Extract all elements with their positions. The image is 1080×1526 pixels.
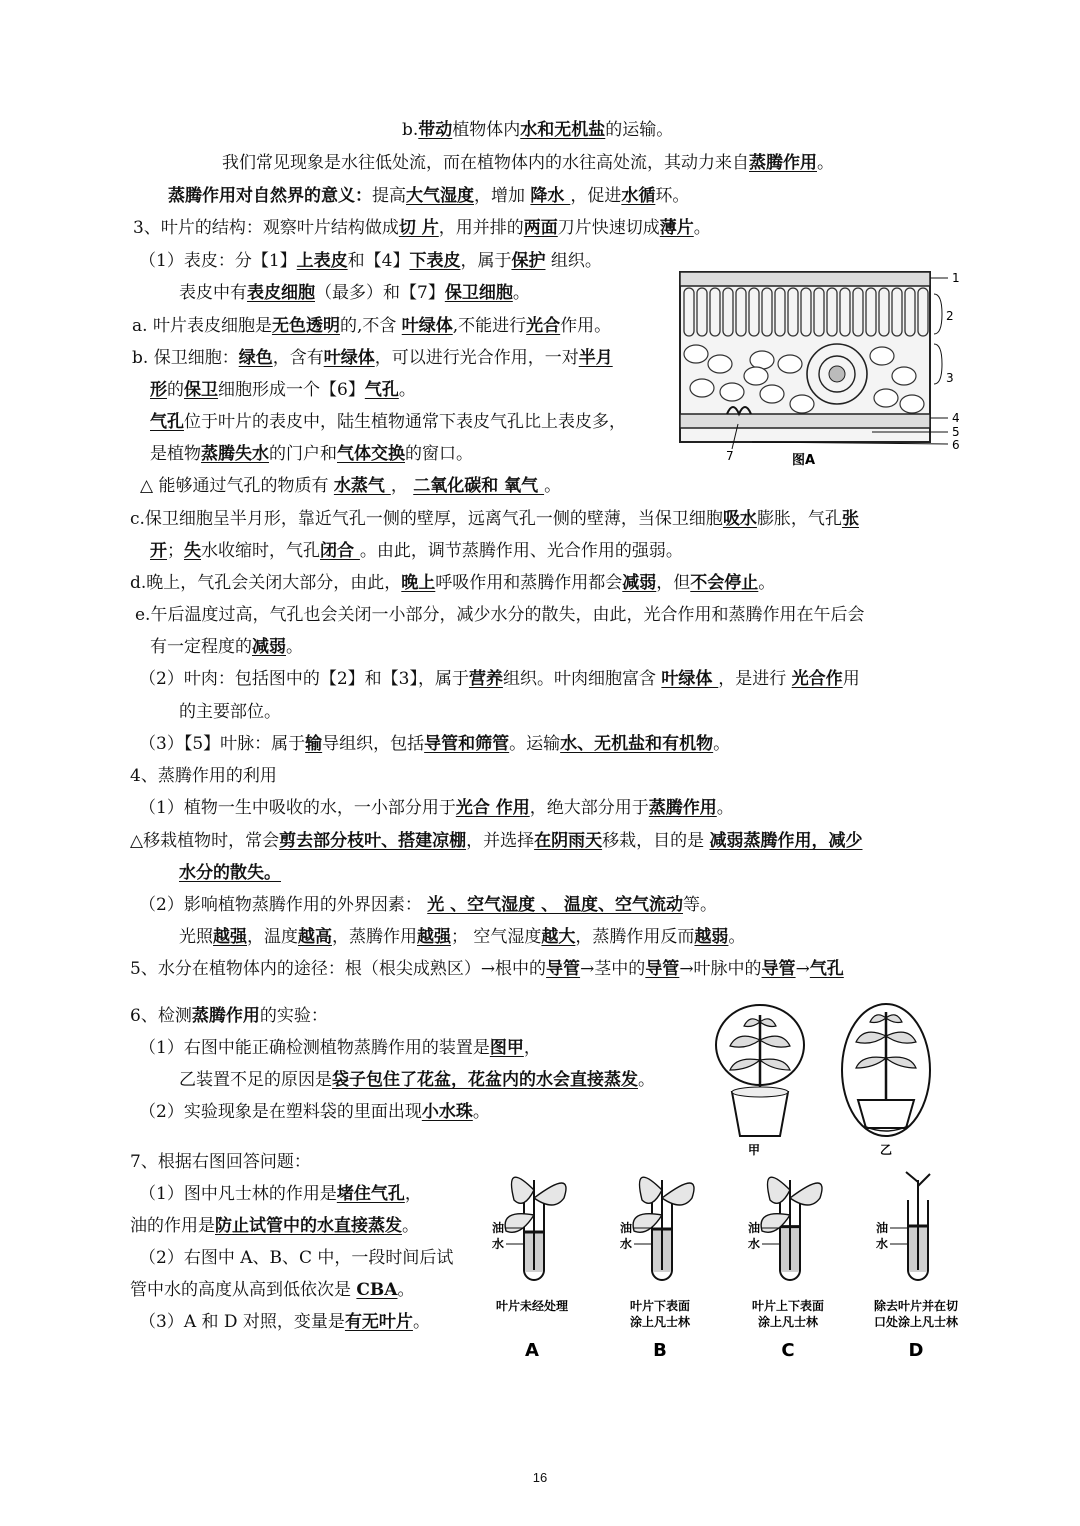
text-line (132, 346, 613, 370)
answer-text: 蒸腾作用 (749, 153, 817, 173)
text-span: （1）右图中能正确检测植物蒸腾作用的装置是 (139, 1038, 490, 1058)
answer-text: 半月 (578, 348, 613, 368)
answer-text: 堵住气孔 (336, 1184, 405, 1204)
text-span: →茎中的 (580, 959, 646, 979)
text-span: 。 (638, 1070, 655, 1090)
oil-label: 油 (748, 1221, 761, 1235)
text-line (139, 1036, 541, 1060)
text-line (130, 829, 862, 853)
text-span: 和【4】 (347, 251, 410, 271)
text-line (402, 118, 673, 142)
text-span: 3、叶片的结构：观察叶片结构做成 (133, 218, 399, 238)
text-span: 。 (544, 476, 562, 496)
water-label: 水 (620, 1237, 633, 1251)
text-span: →叶脉中的 (679, 959, 762, 979)
answer-text: 水循 (621, 186, 656, 206)
answer-text: 导管 (761, 959, 796, 979)
text-span: 。 (817, 153, 834, 173)
answer-text: 大气湿度 (406, 186, 474, 206)
text-line (179, 925, 745, 949)
text-span: ，绝大部分用于 (529, 798, 649, 818)
tube-letter: C (781, 1340, 795, 1361)
text-span: 位于叶片的表皮中，陆生植物通常下表皮气孔比上表皮多， (184, 412, 626, 432)
answer-text: 气孔 (364, 380, 399, 400)
label-2: 2 (946, 309, 954, 323)
text-line (150, 635, 303, 659)
answer-text: 上表皮 (296, 251, 348, 271)
text-span: 蒸腾作用对自然界的意义： (168, 186, 372, 206)
label-6: 6 (952, 438, 960, 452)
text-line (139, 1100, 490, 1124)
label-1: 1 (952, 271, 960, 285)
water-label: 水 (492, 1237, 505, 1251)
text-span: 管中水的高度从高到低依次是 (130, 1280, 357, 1300)
answer-text: 有无叶片 (344, 1312, 413, 1332)
text-line (150, 539, 683, 563)
answer-text: 减弱蒸腾作用，减少 (709, 831, 863, 851)
text-line (179, 861, 281, 885)
text-line (130, 1150, 311, 1174)
text-span: 环。 (655, 186, 690, 206)
text-span: ，但 (656, 573, 691, 593)
leaf-section-figure (672, 264, 972, 476)
tube-caption: 叶片未经处理 (495, 1299, 569, 1313)
text-line (133, 216, 711, 240)
text-span: （最多）和【7】 (315, 283, 445, 303)
answer-text: 袋子包住了花盆，花盆内的水会直接蒸发 (332, 1070, 638, 1090)
tube-a (492, 1177, 569, 1361)
text-span: e.午后温度过高，气孔也会关闭一小部分，减少水分的散失，由此，光合作用和蒸腾作用在午后会 (135, 605, 865, 625)
text-span: 我们常见现象是水往低处流，而在植物体内的水往高处流，其动力来自 (222, 153, 749, 173)
text-span: 的主要部位。 (179, 702, 281, 722)
answer-text: 无色透明 (271, 316, 340, 336)
text-line (130, 571, 775, 595)
text-span: 。由此，调节蒸腾作用、光合作用的强弱。 (359, 541, 683, 561)
text-span: ， (390, 476, 414, 496)
text-line (130, 957, 844, 981)
answer-text: 水蒸气 (333, 476, 391, 496)
text-span: 呼吸作用和蒸腾作用都会 (435, 573, 623, 593)
text-span: b. (402, 120, 419, 140)
answer-text: 光合作 (791, 669, 843, 689)
text-span: 的窗口。 (405, 444, 473, 464)
text-span: 的,不含 (339, 316, 402, 336)
water-label: 水 (876, 1237, 889, 1251)
answer-text: 失 (184, 541, 201, 561)
answer-text: 切 片 (398, 218, 439, 238)
text-span: 移栽，目的是 (602, 831, 710, 851)
answer-text: 导管和筛管 (424, 734, 510, 754)
answer-text: 减弱 (622, 573, 657, 593)
answer-text: 形 (150, 380, 167, 400)
tube-letter: D (908, 1340, 924, 1361)
answer-text: 叶绿体 (323, 348, 375, 368)
text-span: 。 (397, 1280, 415, 1300)
text-line (135, 603, 864, 627)
text-span: c.保卫细胞呈半月形，靠近气孔一侧的壁厚，远离气孔一侧的壁薄，当保卫细胞 (130, 509, 723, 529)
oil-label: 油 (620, 1221, 633, 1235)
tube-letter: B (653, 1340, 667, 1361)
text-line (222, 151, 834, 175)
text-span: （2）右图中 A、B、C 中，一段时间后试 (139, 1248, 454, 1268)
text-span: （2）实验现象是在塑料袋的里面出现 (139, 1102, 422, 1122)
text-span: 的运输。 (605, 120, 674, 140)
text-span: 导组织，包括 (322, 734, 425, 754)
text-span: 有一定程度的 (150, 637, 252, 657)
answer-text: 越强 (417, 927, 451, 947)
answer-text: 气孔 (809, 959, 844, 979)
tube-caption: 叶片上下表面 (751, 1299, 825, 1313)
text-span: 表皮中有 (179, 283, 247, 303)
answer-text: 小水珠 (421, 1102, 473, 1122)
text-line (139, 1310, 430, 1334)
answer-text: 晚上 (401, 573, 436, 593)
text-span: （1）图中凡士林的作用是 (139, 1184, 337, 1204)
answer-text: 光 、空气湿度 、 温度、空气流动 (427, 895, 683, 915)
pot-jia (716, 1005, 804, 1136)
text-span: 刀片快速切成 (557, 218, 660, 238)
text-line (130, 1278, 415, 1302)
tube-b (620, 1177, 694, 1361)
text-line (179, 1068, 655, 1092)
text-span: 。 (728, 927, 746, 947)
text-span: ，可以进行光合作用，一对 (374, 348, 579, 368)
answer-text: 叶绿体 (661, 669, 719, 689)
text-line (139, 1246, 453, 1270)
text-span: 提高 (372, 186, 406, 206)
pots-drawing (708, 1000, 938, 1160)
oil-label: 油 (492, 1221, 505, 1235)
answer-text: 剪去部分枝叶、搭建凉棚 (279, 831, 467, 851)
answer-text: 带动 (418, 120, 453, 140)
text-span: （1）植物一生中吸收的水，一小部分用于 (139, 798, 456, 818)
text-span: ； 空气湿度 (451, 927, 542, 947)
tube-d (874, 1172, 959, 1361)
answer-text: 蒸腾作用 (648, 798, 717, 818)
test-tubes-figure (466, 1160, 986, 1370)
text-span: 细胞形成一个【6】 (218, 380, 365, 400)
answer-text: 吸水 (722, 509, 757, 529)
text-span: 。 (713, 734, 731, 754)
tube-caption: 除去叶片并在切 (873, 1299, 959, 1313)
text-span: ，用并排的 (438, 218, 524, 238)
answer-text: 图甲 (489, 1038, 524, 1058)
answer-text: 防止试管中的水直接蒸发 (215, 1216, 402, 1236)
tube-caption: 涂上凡士林 (629, 1315, 691, 1329)
text-span: ，蒸腾作用 (332, 927, 417, 947)
text-span: ，含有 (272, 348, 324, 368)
text-line (132, 314, 611, 338)
text-span: 。 (398, 380, 416, 400)
answer-text: 越大 (541, 927, 576, 947)
text-span: 是植物 (150, 444, 201, 464)
text-span: a. 叶片表皮细胞是 (132, 316, 272, 336)
text-span: ，并选择 (466, 831, 535, 851)
answer-text: 水、无机盐和有机物 (560, 734, 714, 754)
text-span: 。 (693, 218, 711, 238)
text-span: 。 (758, 573, 776, 593)
text-line (150, 442, 473, 466)
text-line (140, 474, 561, 498)
answer-text: 不会停止 (690, 573, 759, 593)
tube-caption: 涂上凡士林 (757, 1315, 819, 1329)
answer-text: 在阴雨天 (534, 831, 603, 851)
text-line (139, 249, 602, 273)
potted-plants-figure (708, 1000, 938, 1160)
text-span: 6、检测 (130, 1006, 192, 1026)
text-line (179, 700, 281, 724)
answer-text: 光合 作用 (455, 798, 530, 818)
answer-text: 越高 (298, 927, 332, 947)
answer-text: 两面 (523, 218, 558, 238)
answer-text: 闭合 (320, 541, 360, 561)
text-span: 。 (716, 798, 734, 818)
label-4: 4 (952, 411, 960, 425)
text-span: ，蒸腾作用反而 (575, 927, 695, 947)
page-number: 16 (532, 1470, 548, 1485)
text-span: 油的作用是 (130, 1216, 215, 1236)
text-span: 。 (472, 1102, 490, 1122)
text-span: △ 能够通过气孔的物质有 (140, 476, 334, 496)
text-line (150, 410, 626, 434)
answer-text: 导管 (645, 959, 680, 979)
text-line (130, 507, 859, 531)
text-span: ， (404, 1184, 422, 1204)
text-span: ； (167, 541, 184, 561)
text-span: 的 (167, 380, 184, 400)
text-span: 乙装置不足的原因是 (179, 1070, 332, 1090)
text-span: 等。 (683, 895, 717, 915)
text-span: 植物体内 (452, 120, 521, 140)
text-span: 组织。叶肉细胞富含 (502, 669, 662, 689)
answer-text: 保护 (511, 251, 546, 271)
answer-text: 营养 (468, 669, 503, 689)
answer-text: 减弱 (252, 637, 286, 657)
answer-text: 绿色 (238, 348, 273, 368)
text-span: （1）表皮：分【1】 (139, 251, 297, 271)
text-span: △移栽植物时，常会 (130, 831, 280, 851)
answer-text: 气孔 (150, 412, 184, 432)
text-span: （3）A 和 D 对照，变量是 (139, 1312, 345, 1332)
text-line (130, 1004, 328, 1028)
tube-c (748, 1177, 824, 1361)
text-span: 4、蒸腾作用的利用 (130, 766, 277, 786)
answer-text: 降水 (530, 186, 571, 206)
answer-text: CBA (356, 1280, 398, 1300)
text-span: 作用。 (560, 316, 612, 336)
answer-text: 输 (305, 734, 323, 754)
text-span: 的门户和 (269, 444, 337, 464)
label-3: 3 (946, 371, 954, 385)
answer-text: 水分的散失。 (179, 863, 281, 883)
text-line (130, 764, 277, 788)
oil-label: 油 (876, 1221, 889, 1235)
answer-text: 蒸腾失水 (201, 444, 269, 464)
text-line (179, 281, 530, 305)
text-span: ， (523, 1038, 541, 1058)
label-7: 7 (726, 449, 734, 463)
text-span: b. 保卫细胞： (132, 348, 239, 368)
answer-text: 二氧化碳和 氧气 (413, 476, 545, 496)
text-span: 膨胀，气孔 (756, 509, 842, 529)
answer-text: 张 (841, 509, 859, 529)
answer-text: 叶绿体 (401, 316, 453, 336)
text-span: → (795, 959, 810, 979)
tube-caption: 口处涂上凡士林 (873, 1315, 959, 1329)
text-span: 的实验： (259, 1006, 328, 1026)
answer-text: 气体交换 (337, 444, 405, 464)
tube-caption: 叶片下表面 (629, 1299, 691, 1313)
answer-text: 薄片 (659, 218, 694, 238)
water-label: 水 (748, 1237, 761, 1251)
label-jia: 甲 (748, 1143, 761, 1157)
text-span: 水收缩时，气孔 (201, 541, 320, 561)
label-yi: 乙 (880, 1143, 893, 1157)
text-line (139, 796, 734, 820)
pot-yi (842, 1004, 930, 1136)
text-line (139, 732, 730, 756)
answer-text: 下表皮 (409, 251, 461, 271)
answer-text: 表皮细胞 (247, 283, 315, 303)
text-span: 组织。 (545, 251, 602, 271)
text-line (139, 667, 860, 691)
tube-letter: A (525, 1340, 539, 1361)
text-span: 光照 (179, 927, 213, 947)
text-span: 。 (412, 1312, 430, 1332)
answer-text: 越强 (213, 927, 247, 947)
answer-text: 保卫细胞 (444, 283, 513, 303)
text-line (139, 893, 717, 917)
text-span: 。 (286, 637, 303, 657)
text-line (168, 184, 689, 208)
text-span: （2）叶肉：包括图中的【2】和【3】，属于 (139, 669, 469, 689)
text-span: d.晚上，气孔会关闭大部分，由此， (130, 573, 402, 593)
text-line (130, 1214, 419, 1238)
text-span: ，增加 (474, 186, 531, 206)
text-line (139, 1182, 422, 1206)
text-span: ，是进行 (718, 669, 792, 689)
text-span: 。运输 (509, 734, 561, 754)
text-span: 用 (842, 669, 860, 689)
text-span: 。 (402, 1216, 419, 1236)
fig-a-caption: 图A (792, 453, 816, 468)
text-line (150, 378, 416, 402)
answer-text: 越弱 (694, 927, 729, 947)
text-span: ，属于 (460, 251, 512, 271)
text-span: ，促进 (570, 186, 622, 206)
text-span: ，温度 (247, 927, 298, 947)
tubes-drawing (466, 1160, 986, 1370)
answer-text: 水和无机盐 (520, 120, 606, 140)
text-span: （3）【5】叶脉：属于 (139, 734, 306, 754)
text-span: 蒸腾作用 (191, 1006, 260, 1026)
label-5: 5 (952, 425, 960, 439)
answer-text: 保卫 (184, 380, 218, 400)
text-span: 5、水分在植物体内的途径：根（根尖成熟区）→根中的 (130, 959, 547, 979)
answer-text: 光合 (526, 316, 561, 336)
leaf-section-drawing (672, 264, 972, 476)
text-span: 。 (512, 283, 530, 303)
text-span: ,不能进行 (452, 316, 527, 336)
text-span: （2）影响植物蒸腾作用的外界因素： (139, 895, 428, 915)
text-span: 7、根据右图回答问题： (130, 1152, 311, 1172)
answer-text: 开 (150, 541, 167, 561)
answer-text: 导管 (546, 959, 581, 979)
